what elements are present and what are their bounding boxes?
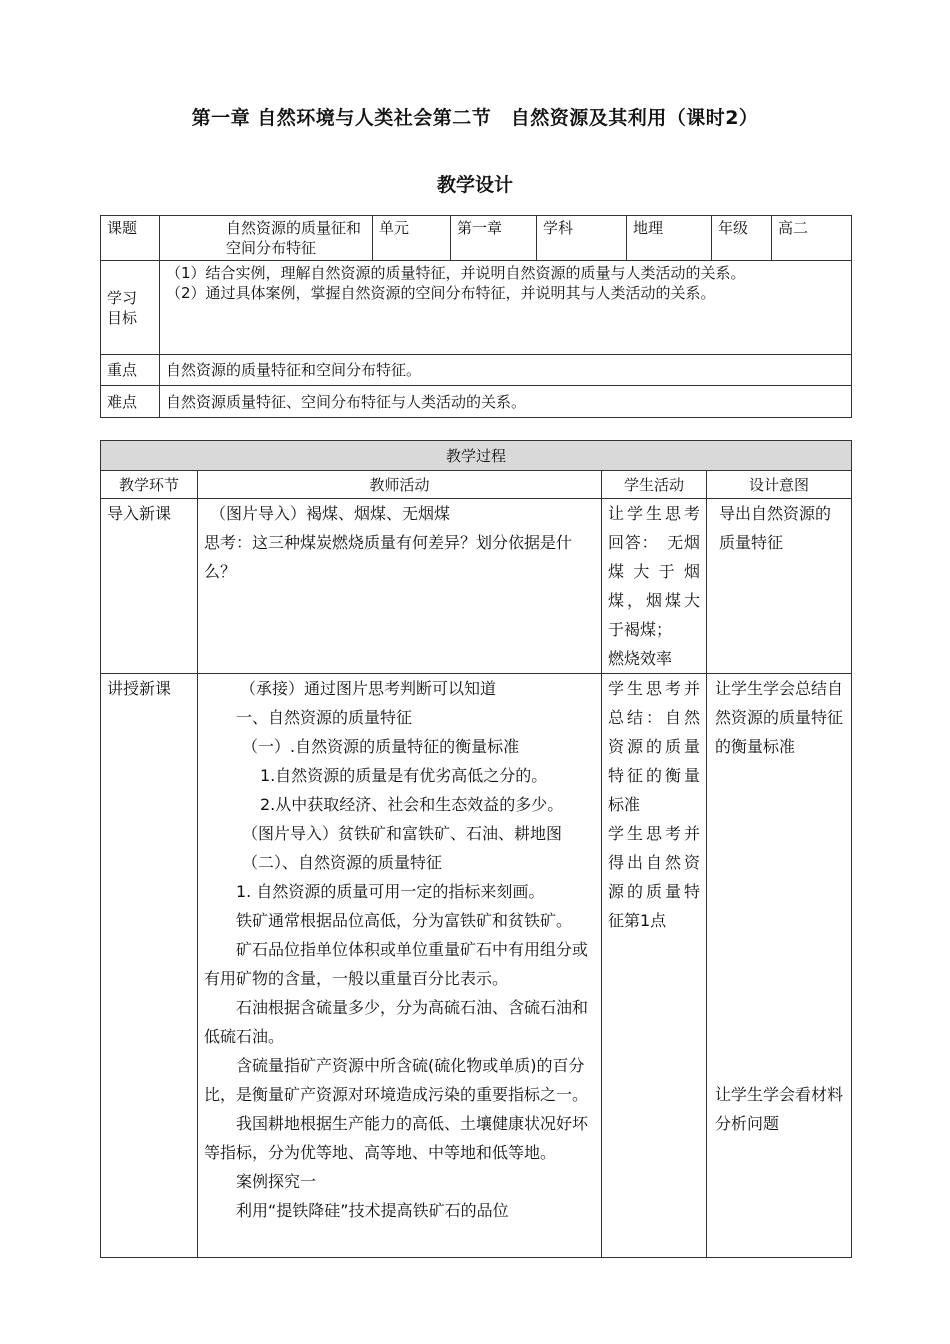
column-header: 学生活动 [602, 471, 707, 499]
course-info-table [100, 215, 852, 418]
teacher-activity-cell [198, 499, 602, 674]
intent-cell [707, 499, 852, 674]
teacher-line: （承接）通过图片思考判断可以知道 [240, 679, 497, 698]
student-line: 学生思考并得出自然资源的质量特征第1点 [608, 824, 700, 930]
teacher-line: 利用“提铁降硅”技术提高铁矿石的品位 [236, 1201, 509, 1220]
teacher-line: 铁矿通常根据品位高低，分为富铁矿和贫铁矿。 [236, 911, 573, 930]
document-subtitle: 教学设计 [436, 174, 513, 196]
teacher-line: 案例探究一 [236, 1172, 317, 1191]
teacher-line: 含硫量指矿产资源中所含硫(硫化物或单质)的百分比，是衡量矿产资源对环境造成污染的重要指标之一。 [204, 1056, 589, 1104]
intent-line: 导出自然资源的质量特征 [719, 504, 832, 552]
teacher-line: （图片导入）褐煤、烟煤、无烟煤 [210, 504, 451, 523]
intent-line: 让学生学会看材料分析问题 [715, 1085, 844, 1133]
key-label: 重点 [101, 355, 160, 386]
column-header: 设计意图 [707, 471, 852, 499]
teacher-line: 石油根据含硫量多少，分为高硫石油、含硫石油和低硫石油。 [204, 998, 589, 1046]
stage-cell: 导入新课 [101, 499, 198, 674]
teacher-line: 矿石品位指单位体积或单位重量矿石中有用组分或有用矿物的含量，一般以重量百分比表示。 [204, 940, 589, 988]
intent-line: 让学生学会总结自然资源的质量特征的衡量标准 [715, 679, 844, 756]
subject-label: 学科 [537, 216, 627, 261]
unit-value: 第一章 [451, 216, 537, 261]
goal-item: （1）结合实例，理解自然资源的质量特征，并说明自然资源的质量与人类活动的关系。 [166, 264, 746, 282]
key-value: 自然资源的质量特征和空间分布特征。 [160, 355, 852, 386]
grade-value: 高二 [772, 216, 852, 261]
column-header: 教学环节 [101, 471, 198, 499]
teacher-activity-cell [198, 674, 602, 1258]
student-activity-cell [602, 674, 707, 1258]
student-line: 燃烧效率 [608, 649, 673, 668]
grade-label: 年级 [712, 216, 772, 261]
teacher-line: 1. 自然资源的质量可用一定的指标来刻画。 [236, 882, 545, 901]
teacher-line: 思考：这三种煤炭燃烧质量有何差异？划分依据是什么？ [204, 533, 573, 581]
teacher-line: 1.自然资源的质量是有优劣高低之分的。 [260, 766, 548, 785]
difficulty-label: 难点 [101, 386, 160, 418]
teacher-line: 一、自然资源的质量特征 [236, 708, 413, 727]
difficulty-value: 自然资源质量特征、空间分布特征与人类活动的关系。 [160, 386, 852, 418]
teacher-line: （图片导入）贫铁矿和富铁矿、石油、耕地图 [242, 824, 563, 843]
goals-label: 学习目标 [101, 261, 160, 355]
student-activity-cell [602, 499, 707, 674]
subject-value: 地理 [627, 216, 712, 261]
teacher-line: 2.从中获取经济、社会和生态效益的多少。 [260, 795, 564, 814]
table-row [101, 674, 852, 1258]
intent-cell [707, 674, 852, 1258]
stage-cell: 讲授新课 [101, 674, 198, 1258]
student-line: 让学生思考回答： 无烟煤大于烟煤，烟煤大于褐煤； [608, 504, 700, 639]
document-title: 第一章 自然环境与人类社会第二节 自然资源及其利用（课时2） [191, 107, 759, 129]
topic-label: 课题 [101, 216, 160, 261]
goal-item: （2）通过具体案例，掌握自然资源的空间分布特征，并说明其与人类活动的关系。 [166, 284, 716, 302]
unit-label: 单元 [373, 216, 451, 261]
table-row [101, 499, 852, 674]
teacher-line: 我国耕地根据生产能力的高低、土壤健康状况好坏等指标，分为优等地、高等地、中等地和低等地。 [204, 1114, 589, 1162]
process-header: 教学过程 [101, 441, 852, 471]
column-header: 教师活动 [198, 471, 602, 499]
teacher-line: （一）.自然资源的质量特征的衡量标准 [242, 737, 520, 756]
teaching-process-table [100, 440, 852, 1258]
teacher-line: （二）、自然资源的质量特征 [242, 853, 443, 872]
student-line: 学生思考并总结：自然资源的质量特征的衡量标准 [608, 679, 700, 814]
goals-value [160, 261, 852, 355]
topic-value: 自然资源的质量征和空间分布特征 [160, 216, 373, 261]
